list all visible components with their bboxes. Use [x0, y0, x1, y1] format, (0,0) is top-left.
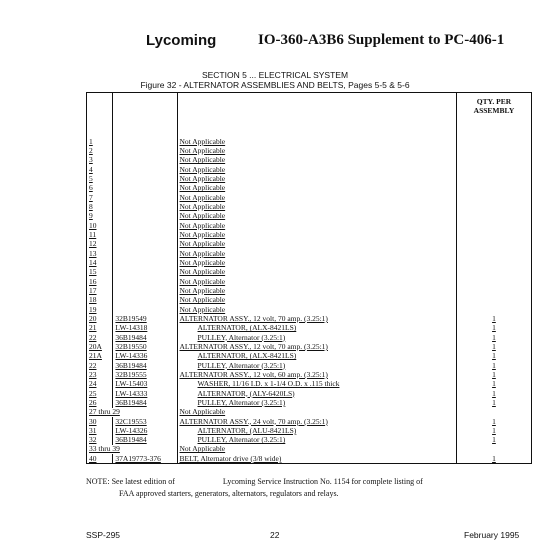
ref-cell: 22	[87, 361, 113, 370]
table-row	[87, 137, 532, 146]
qty-cell: 1	[492, 370, 496, 379]
note-label: NOTE:	[86, 477, 110, 486]
qty-cell	[456, 193, 531, 202]
part-number-cell: 36B19484	[113, 398, 177, 407]
table-row	[87, 202, 532, 211]
qty-cell	[456, 137, 531, 146]
ref-cell: 7	[87, 193, 113, 202]
table-row	[87, 454, 532, 464]
desc-cell: Not Applicable	[177, 146, 456, 155]
desc-cell: BELT, Alternator drive (3/8 wide)	[177, 454, 456, 464]
qty-cell	[456, 212, 531, 221]
desc-cell: ALTERNATOR ASSY., 12 volt, 60 amp. (3.25:1)	[177, 370, 456, 379]
table-row	[87, 212, 532, 221]
desc-cell: Not Applicable	[177, 221, 456, 230]
desc-cell: Not Applicable	[177, 249, 456, 258]
ref-cell: 21A	[87, 352, 113, 361]
desc-cell: PULLEY, Alternator (3.25:1)	[177, 361, 456, 370]
ref-cell: 32	[87, 436, 113, 445]
note-line-1	[86, 477, 423, 486]
table-row	[87, 408, 532, 417]
table-row	[87, 352, 532, 361]
table-row	[87, 146, 532, 155]
desc-cell: ALTERNATOR ASSY., 24 volt, 70 amp. (3.25:1)	[177, 417, 456, 426]
part-number-cell	[113, 193, 177, 202]
table-row	[87, 370, 532, 379]
ref-cell: 24	[87, 380, 113, 389]
part-number-cell	[113, 249, 177, 258]
section-title: SECTION 5 ... ELECTRICAL SYSTEM	[201, 70, 349, 80]
ref-cell: 18	[87, 296, 113, 305]
qty-cell: 1	[492, 379, 496, 389]
part-number-cell: 36B19484	[113, 361, 177, 370]
qty-cell: 1	[492, 426, 496, 435]
desc-cell: ALTERNATOR, (ALX-8421LS)	[177, 352, 456, 361]
ref-cell: 19	[87, 305, 113, 314]
desc-cell: Not Applicable	[177, 445, 456, 454]
footer-page-number: 22	[270, 530, 280, 540]
part-number-cell	[113, 174, 177, 183]
ref-cell: 27 thru 29	[87, 408, 178, 417]
desc-cell: Not Applicable	[177, 156, 456, 165]
qty-cell	[456, 221, 531, 230]
header-cell-desc	[177, 93, 456, 138]
table-row	[87, 165, 532, 174]
table-row	[87, 174, 532, 183]
desc-cell: Not Applicable	[177, 184, 456, 193]
qty-cell	[456, 268, 531, 277]
qty-header	[456, 93, 531, 138]
desc-cell: ALTERNATOR, (ALU-8421LS)	[177, 426, 456, 435]
desc-cell: Not Applicable	[177, 268, 456, 277]
part-number-cell: 37A19773-376	[113, 454, 177, 464]
part-number-cell	[113, 137, 177, 146]
table-row	[87, 426, 532, 435]
qty-header-line1: QTY. PER	[476, 97, 512, 106]
part-number-cell: 32B19550	[113, 342, 177, 351]
ref-cell: 14	[87, 258, 113, 267]
desc-cell: ALTERNATOR, (ALY-6420LS)	[177, 389, 456, 398]
table-row	[87, 305, 532, 314]
table-row	[87, 389, 532, 398]
part-number-cell	[113, 230, 177, 239]
table-row	[87, 221, 532, 230]
part-number-cell: LW-14333	[113, 389, 177, 398]
qty-cell	[456, 286, 531, 295]
desc-cell: PULLEY, Alternator (3.25:1)	[177, 333, 456, 342]
table-row	[87, 277, 532, 286]
figure-title: Figure 32 - ALTERNATOR ASSEMBLIES AND BELTS, Pages 5-5 & 5-6	[140, 80, 410, 90]
ref-cell: 17	[87, 286, 113, 295]
qty-cell	[456, 202, 531, 211]
qty-cell	[456, 305, 531, 314]
header-cell-ref	[87, 93, 113, 138]
qty-cell: 1	[492, 314, 496, 323]
header-brand: Lycoming	[146, 32, 217, 49]
table-row	[87, 258, 532, 267]
ref-cell: 26	[87, 398, 113, 407]
table-row	[87, 249, 532, 258]
footer-doc-number: SSP-295	[86, 530, 121, 540]
qty-cell	[456, 156, 531, 165]
ref-cell: 33 thru 39	[87, 445, 178, 454]
ref-cell: 3	[87, 156, 113, 165]
desc-cell: ALTERNATOR ASSY., 12 volt, 70 amp. (3.25:1)	[177, 314, 456, 323]
part-number-cell	[113, 184, 177, 193]
part-number-cell	[113, 240, 177, 249]
qty-cell: 1	[492, 388, 496, 398]
desc-cell: Not Applicable	[177, 277, 456, 286]
part-number-cell	[113, 286, 177, 295]
ref-cell: 40	[87, 454, 113, 464]
part-number-cell	[113, 156, 177, 165]
table-row	[87, 445, 532, 454]
header-title: IO-360-A3B6 Supplement to PC-406-1	[258, 32, 505, 48]
table-row	[87, 361, 532, 370]
part-number-cell: 32B19549	[113, 314, 177, 323]
desc-cell: Not Applicable	[177, 240, 456, 249]
ref-cell: 31	[87, 426, 113, 435]
desc-cell: Not Applicable	[177, 258, 456, 267]
note-text-1b: Lycoming Service Instruction No. 1154 for complete listing of	[222, 477, 423, 486]
ref-cell: 2	[87, 146, 113, 155]
ref-cell: 9	[87, 212, 113, 221]
qty-cell: 1	[492, 360, 496, 370]
desc-cell: Not Applicable	[177, 212, 456, 221]
part-number-cell	[113, 268, 177, 277]
ref-cell: 5	[87, 174, 113, 183]
ref-cell: 10	[87, 221, 113, 230]
desc-cell: PULLEY, Alternator (3.25:1)	[177, 436, 456, 445]
note-line-2: FAA approved starters, generators, alternators, regulators and relays.	[119, 489, 339, 498]
part-number-cell: LW-14318	[113, 324, 177, 333]
parts-table-body	[87, 93, 532, 464]
qty-cell: 1	[492, 323, 496, 333]
qty-cell: 1	[492, 454, 496, 463]
ref-cell: 30	[87, 417, 113, 426]
part-number-cell	[113, 165, 177, 174]
ref-cell: 16	[87, 277, 113, 286]
ref-cell: 8	[87, 202, 113, 211]
ref-cell: 6	[87, 184, 113, 193]
table-row	[87, 240, 532, 249]
qty-cell	[456, 258, 531, 267]
qty-cell	[456, 249, 531, 258]
table-row	[87, 324, 532, 333]
table-header-row	[87, 93, 532, 138]
desc-cell: Not Applicable	[177, 137, 456, 146]
ref-cell: 23	[87, 370, 113, 379]
table-row	[87, 436, 532, 445]
ref-cell: 25	[87, 389, 113, 398]
footer-date: February 1995	[464, 530, 520, 540]
table-row	[87, 380, 532, 389]
qty-cell: 1	[492, 435, 496, 445]
table-row	[87, 333, 532, 342]
qty-cell: 1	[492, 416, 496, 426]
desc-cell: Not Applicable	[177, 408, 456, 417]
qty-cell: 1	[492, 398, 496, 407]
desc-cell: Not Applicable	[177, 286, 456, 295]
qty-cell: 1	[492, 342, 496, 351]
ref-cell: 20A	[87, 342, 113, 351]
desc-cell: WASHER, 11/16 I.D. x 1-1/4 O.D. x .115 thick	[177, 380, 456, 389]
table-row	[87, 296, 532, 305]
desc-cell: Not Applicable	[177, 296, 456, 305]
table-row	[87, 398, 532, 407]
table-row	[87, 230, 532, 239]
header-cell-part	[113, 93, 177, 138]
desc-cell: Not Applicable	[177, 230, 456, 239]
ref-cell: 4	[87, 165, 113, 174]
qty-cell	[456, 277, 531, 286]
part-number-cell: 36B19484	[113, 333, 177, 342]
qty-header-line2: ASSEMBLY	[473, 106, 515, 115]
qty-cell	[456, 296, 531, 305]
part-number-cell: LW-14336	[113, 352, 177, 361]
part-number-cell	[113, 296, 177, 305]
desc-cell: PULLEY, Alternator (3.25:1)	[177, 398, 456, 407]
table-row	[87, 417, 532, 426]
qty-cell	[456, 184, 531, 193]
part-number-cell	[113, 258, 177, 267]
ref-cell: 1	[87, 137, 113, 146]
desc-cell: Not Applicable	[177, 193, 456, 202]
qty-cell	[456, 445, 531, 454]
qty-cell: 1	[492, 351, 496, 361]
ref-cell: 22	[87, 333, 113, 342]
ref-cell: 20	[87, 314, 113, 323]
table-row	[87, 193, 532, 202]
part-number-cell	[113, 277, 177, 286]
qty-cell	[456, 408, 531, 417]
ref-cell: 13	[87, 249, 113, 258]
table-row	[87, 156, 532, 165]
part-number-cell	[113, 305, 177, 314]
part-number-cell: LW-14326	[113, 426, 177, 435]
table-row	[87, 314, 532, 323]
desc-cell: ALTERNATOR, (ALX-8421LS)	[177, 324, 456, 333]
desc-cell: Not Applicable	[177, 174, 456, 183]
qty-cell	[456, 230, 531, 239]
ref-cell: 21	[87, 324, 113, 333]
part-number-cell: 36B19484	[113, 436, 177, 445]
part-number-cell: 32C19553	[113, 417, 177, 426]
part-number-cell	[113, 221, 177, 230]
part-number-cell: LW-15403	[113, 380, 177, 389]
ref-cell: 11	[87, 230, 113, 239]
note-text-1a: See latest edition of	[111, 477, 175, 486]
parts-table	[86, 92, 532, 464]
table-row	[87, 184, 532, 193]
table-row	[87, 268, 532, 277]
desc-cell: Not Applicable	[177, 202, 456, 211]
desc-cell: ALTERNATOR ASSY., 12 volt, 70 amp. (3.25:1)	[177, 342, 456, 351]
ref-cell: 12	[87, 240, 113, 249]
qty-cell	[456, 165, 531, 174]
table-row	[87, 342, 532, 351]
table-row	[87, 286, 532, 295]
qty-cell	[456, 174, 531, 183]
part-number-cell	[113, 146, 177, 155]
qty-cell	[456, 240, 531, 249]
qty-cell: 1	[492, 332, 496, 342]
ref-cell: 15	[87, 268, 113, 277]
part-number-cell	[113, 202, 177, 211]
part-number-cell: 32B19555	[113, 370, 177, 379]
desc-cell: Not Applicable	[177, 305, 456, 314]
qty-cell	[456, 146, 531, 155]
part-number-cell	[113, 212, 177, 221]
desc-cell: Not Applicable	[177, 165, 456, 174]
